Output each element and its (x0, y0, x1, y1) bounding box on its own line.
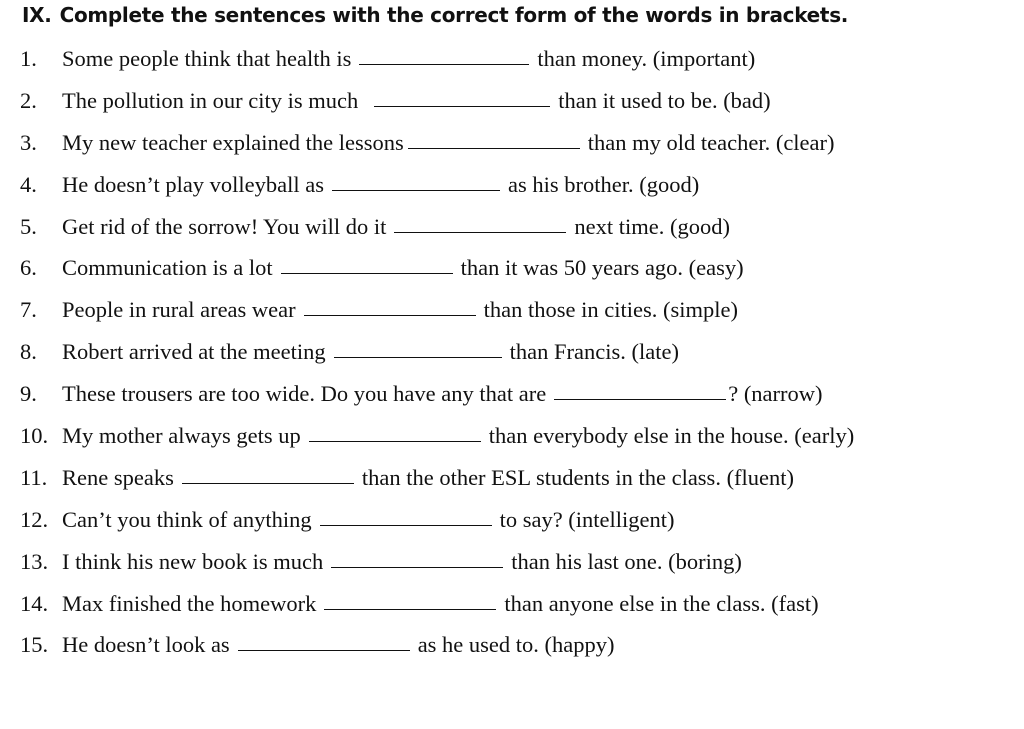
item-text-after: as he used to. (happy) (417, 632, 615, 658)
item-text-after: to say? (intelligent) (499, 506, 675, 532)
list-item (20, 545, 854, 587)
answer-blank[interactable] (334, 335, 502, 358)
item-number: 4. (20, 171, 37, 197)
list-item (20, 126, 854, 168)
answer-blank[interactable] (324, 587, 496, 610)
item-text-before: Can’t you think of anything (62, 506, 312, 532)
item-number: 13. (20, 548, 49, 574)
list-item (20, 503, 854, 545)
exercise-number: IX. (22, 3, 52, 27)
answer-blank[interactable] (394, 210, 566, 233)
answer-blank[interactable] (359, 42, 529, 65)
answer-blank[interactable] (304, 293, 476, 316)
list-item (20, 461, 854, 503)
item-number: 2. (20, 87, 37, 113)
item-text-after: than anyone else in the class. (fast) (504, 590, 819, 616)
item-number: 12. (20, 506, 49, 532)
item-text-before: Max finished the homework (62, 590, 317, 616)
item-text-before: Robert arrived at the meeting (62, 339, 326, 365)
list-item (20, 335, 854, 377)
item-number: 8. (20, 339, 37, 365)
list-item (20, 42, 854, 84)
list-item (20, 377, 854, 419)
item-number: 11. (20, 464, 48, 490)
item-number: 9. (20, 381, 37, 407)
item-text-before: People in rural areas wear (62, 297, 296, 323)
answer-blank[interactable] (182, 461, 354, 484)
item-text-before: He doesn’t look as (62, 632, 230, 658)
item-text-after: ? (narrow) (728, 381, 823, 407)
item-text-after: as his brother. (good) (508, 171, 700, 197)
answer-blank[interactable] (332, 168, 500, 191)
item-text-after: than it was 50 years ago. (easy) (460, 255, 744, 281)
item-text-after: than his last one. (boring) (511, 548, 742, 574)
exercise-list (20, 42, 854, 670)
item-text-before: The pollution in our city is much (62, 87, 359, 113)
exercise-instruction: Complete the sentences with the correct form of the words in brackets. (59, 3, 849, 27)
item-text-before: My mother always gets up (62, 423, 301, 449)
answer-blank[interactable] (408, 126, 580, 149)
item-text-before: He doesn’t play volleyball as (62, 171, 325, 197)
item-text-before: Communication is a lot (62, 255, 273, 281)
list-item (20, 251, 854, 293)
item-number: 1. (20, 46, 37, 71)
item-number: 6. (20, 255, 37, 281)
item-text-before: Get rid of the sorrow! You will do it (62, 213, 387, 239)
exercise-heading (22, 3, 848, 27)
item-text-after: than Francis. (late) (509, 339, 679, 365)
item-text-after: next time. (good) (574, 213, 730, 239)
answer-blank[interactable] (238, 628, 410, 651)
list-item (20, 293, 854, 335)
item-text-before: Rene speaks (62, 464, 174, 490)
item-number: 10. (20, 423, 49, 449)
answer-blank[interactable] (374, 84, 550, 107)
item-text-after: than the other ESL students in the class. (fluent) (361, 464, 795, 490)
answer-blank[interactable] (320, 503, 492, 526)
item-text-after: than it used to be. (bad) (558, 87, 771, 113)
answer-blank[interactable] (554, 377, 726, 400)
item-number: 15. (20, 632, 49, 658)
item-number: 3. (20, 129, 37, 155)
list-item (20, 587, 854, 629)
list-item (20, 84, 854, 126)
list-item (20, 419, 854, 461)
item-text-after: than my old teacher. (clear) (587, 129, 835, 155)
list-item (20, 168, 854, 210)
item-text-before: I think his new book is much (62, 548, 324, 574)
answer-blank[interactable] (281, 251, 453, 274)
item-number: 14. (20, 590, 49, 616)
item-number: 7. (20, 297, 37, 323)
item-text-after: than those in cities. (simple) (483, 297, 738, 323)
answer-blank[interactable] (331, 545, 503, 568)
item-text-after: than money. (important) (537, 46, 756, 71)
item-text-after: than everybody else in the house. (early) (488, 423, 855, 449)
item-text-before: My new teacher explained the lessons (62, 129, 404, 155)
answer-blank[interactable] (309, 419, 481, 442)
list-item (20, 210, 854, 252)
item-text-before: These trousers are too wide. Do you have any that are (62, 381, 547, 407)
item-number: 5. (20, 213, 37, 239)
item-text-before: Some people think that health is (62, 46, 352, 71)
list-item (20, 628, 854, 670)
